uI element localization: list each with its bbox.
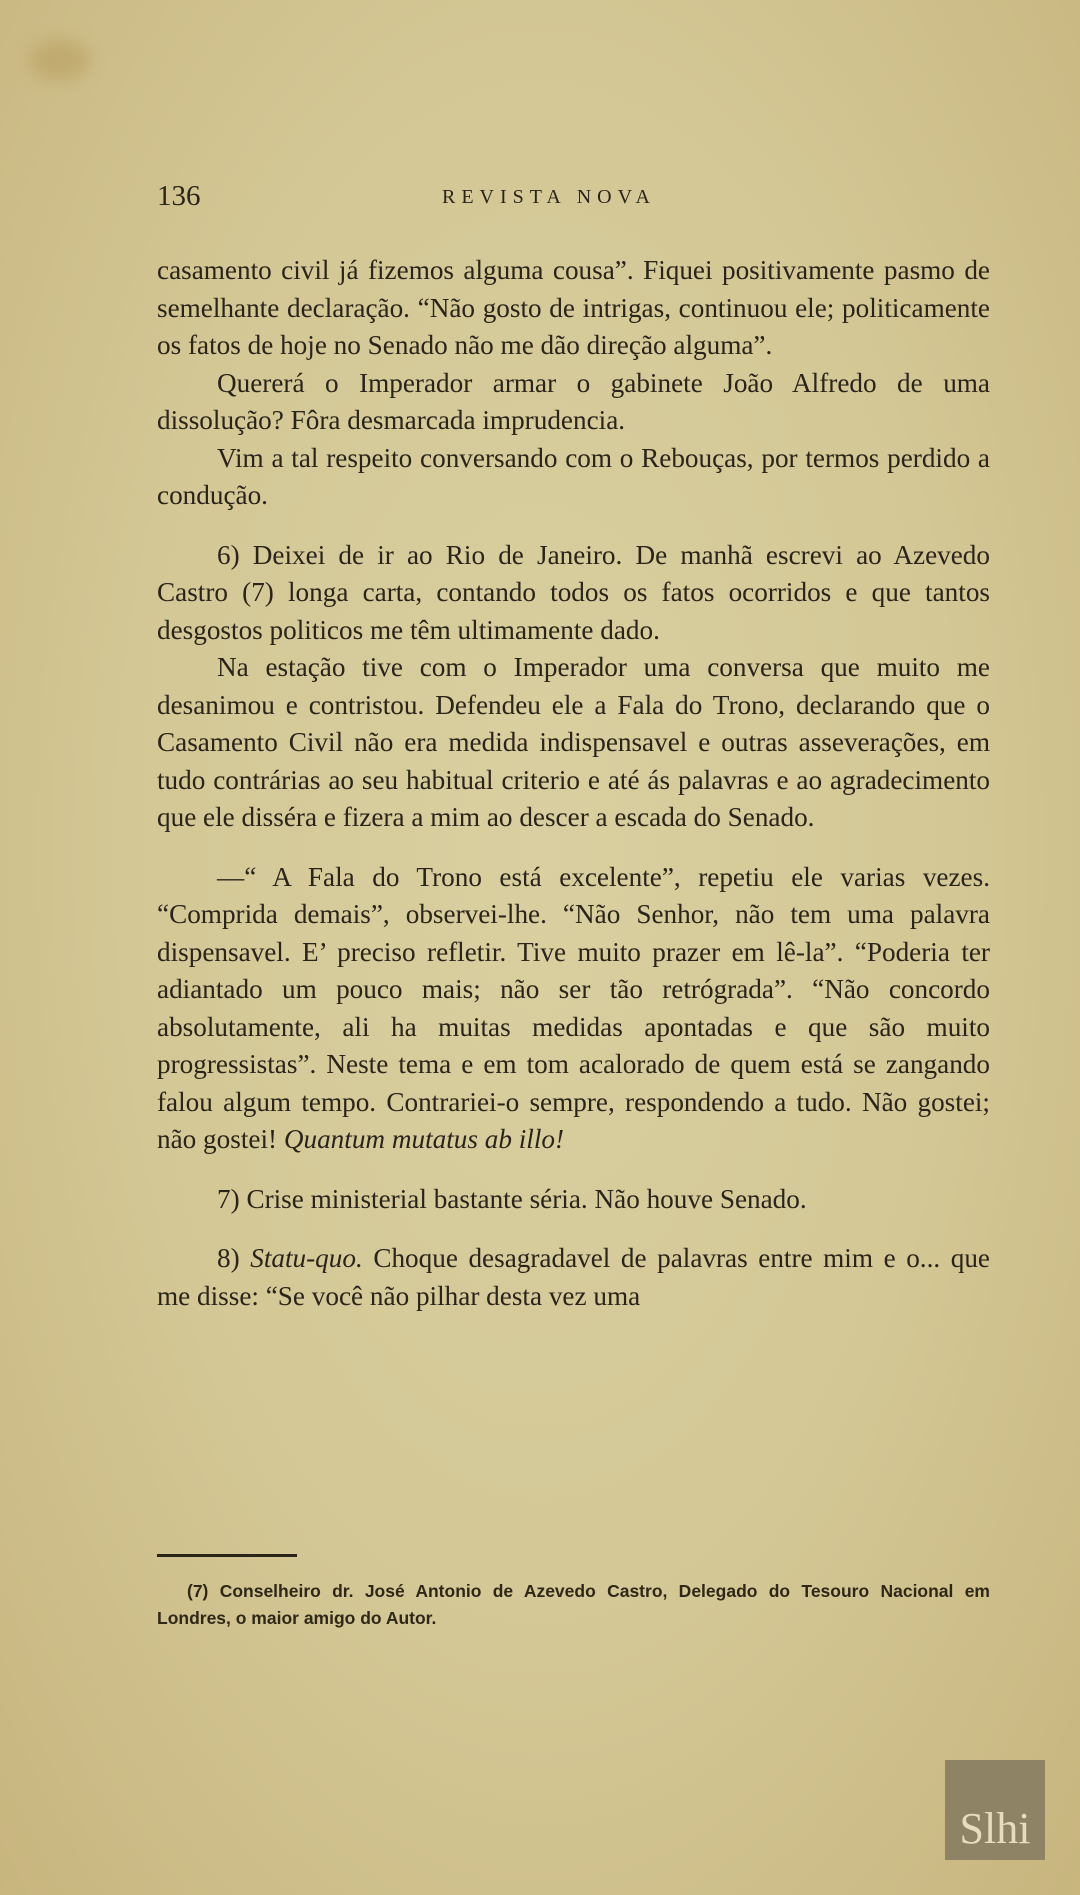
paragraph-5: Na estação tive com o Imperador uma conversa que muito me desanimou e contristou. Defendeu ele a Fala do Trono, declarando que o Casamento Civil não era medida indispensavel e outras asseverações, em tudo contrárias ao seu habitual criterio e até ás palavras e ao agradecimento que ele disséra e fizera a mim ao descer a escada do Senado.: [157, 652, 990, 832]
paragraph-entry-6: 6) Deixei de ir ao Rio de Janeiro. De manhã escrevi ao Azevedo Castro (7) longa carta, contando todos os fatos ocorridos e que tantos desgostos politicos me têm ultimamente dado.: [157, 539, 990, 645]
footnote: [157, 1578, 990, 1632]
latin-quote: Quantum mutatus ab illo!: [283, 1124, 565, 1154]
statu-quo-term: Statu-quo.: [250, 1243, 363, 1273]
page-number: 136: [157, 180, 201, 212]
entry-8-number: 8): [217, 1243, 240, 1273]
paragraph-dialogue: [157, 859, 990, 1159]
dialogue-text: —“ A Fala do Trono está excelente”, repetiu ele varias vezes. “Comprida demais”, observei-lhe. “Não Senhor, não tem uma palavra dispensavel. E’ preciso refletir. Tive muito prazer em lê-la”. “Poderia ter adiantado um pouco mais; não ser tão retrógrada”. “Não concordo absolutamente, ali ha muitas medidas apontadas e que são muito progressistas”. Neste tema e em tom acalorado de quem está se zangando falou algum tempo. Contrariei-o sempre, respondendo a tudo. Não gostei; não gostei!: [157, 861, 990, 1154]
library-watermark-logo: [945, 1760, 1045, 1860]
body-text: [157, 252, 990, 1315]
paragraph-entry-8: [157, 1240, 990, 1315]
running-header: [157, 180, 987, 220]
footnote-rule: [157, 1554, 297, 1557]
paragraph-1: casamento civil já fizemos alguma cousa”. Fiquei positivamente pasmo de semelhante declaração. “Não gosto de intrigas, continuou ele; politicamente os fatos de hoje no Senado não me dão direção alguma”.: [157, 255, 990, 360]
paper-stain: [30, 40, 90, 80]
paragraph-entry-7: 7) Crise ministerial bastante séria. Não houve Senado.: [217, 1183, 807, 1214]
journal-title: REVISTA NOVA: [442, 186, 656, 208]
entry-8-text: Choque desagradavel de palavras entre mim e o... que me disse: “Se você não pilhar desta vez uma: [157, 1243, 991, 1311]
watermark-text: Slhi: [959, 1804, 1031, 1853]
paragraph-3: Vim a tal respeito conversando com o Rebouças, por termos perdido a condução.: [157, 442, 990, 510]
footnote-7: (7) Conselheiro dr. José Antonio de Azevedo Castro, Delegado do Tesouro Nacional em Londres, o maior amigo do Autor.: [157, 1581, 990, 1628]
paragraph-2: Quererá o Imperador armar o gabinete João Alfredo de uma dissolução? Fôra desmarcada imprudencia.: [157, 367, 990, 435]
